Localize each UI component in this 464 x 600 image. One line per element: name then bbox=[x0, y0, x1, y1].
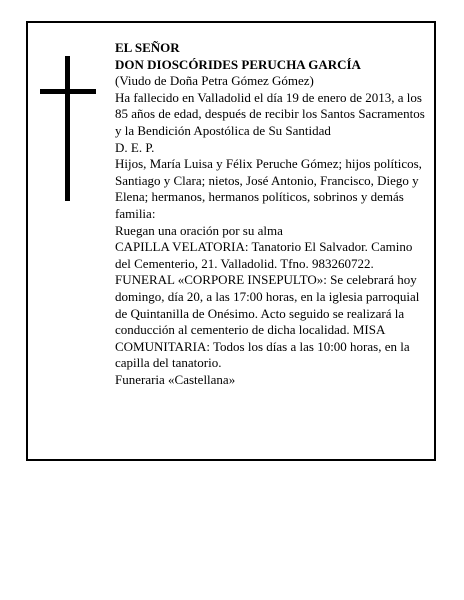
funeral-home: Funeraria «Castellana» bbox=[115, 371, 236, 387]
title-line-1: EL SEÑOR bbox=[115, 40, 180, 55]
widower-line: (Viudo de Doña Petra Gómez Gómez) bbox=[115, 73, 314, 89]
deceased-name: DON DIOSCÓRIDES PERUCHA GARCÍA bbox=[115, 56, 361, 72]
obituary-notice bbox=[26, 21, 436, 461]
rip-line: D. E. P. bbox=[115, 139, 155, 155]
prayer-request: Ruegan una oración por su alma bbox=[115, 222, 283, 238]
death-announcement: Ha fallecido en Valladolid el día 19 de enero de 2013, a los 85 años de edad, después de recibir los Santos Sacramentos y la Bendición Apostólica de Su Santidad bbox=[115, 89, 425, 138]
funeral-info: FUNERAL «CORPORE INSEPULTO»: Se celebrará hoy domingo, día 20, a las 17:00 horas, en la iglesia parroquial de Quintanilla de Onésimo. Acto seguido se realizará la conducción al cementerio de dicha localidad. MISA COMUNITARIA: Todos los días a las 10:00 horas, en la capilla del tanatorio. bbox=[115, 272, 420, 371]
family-list: Hijos, María Luisa y Félix Peruche Gómez; hijos políticos, Santiago y Clara; nietos, José Antonio, Francisco, Diego y Elena; hermanos, hermanos políticos, sobrinos y demás familia: bbox=[115, 156, 422, 221]
chapel-info: CAPILLA VELATORIA: Tanatorio El Salvador. Camino del Cementerio, 21. Valladolid. Tfno. 983260722. bbox=[115, 239, 413, 271]
obituary-text bbox=[115, 40, 427, 388]
cross-icon bbox=[40, 56, 96, 201]
